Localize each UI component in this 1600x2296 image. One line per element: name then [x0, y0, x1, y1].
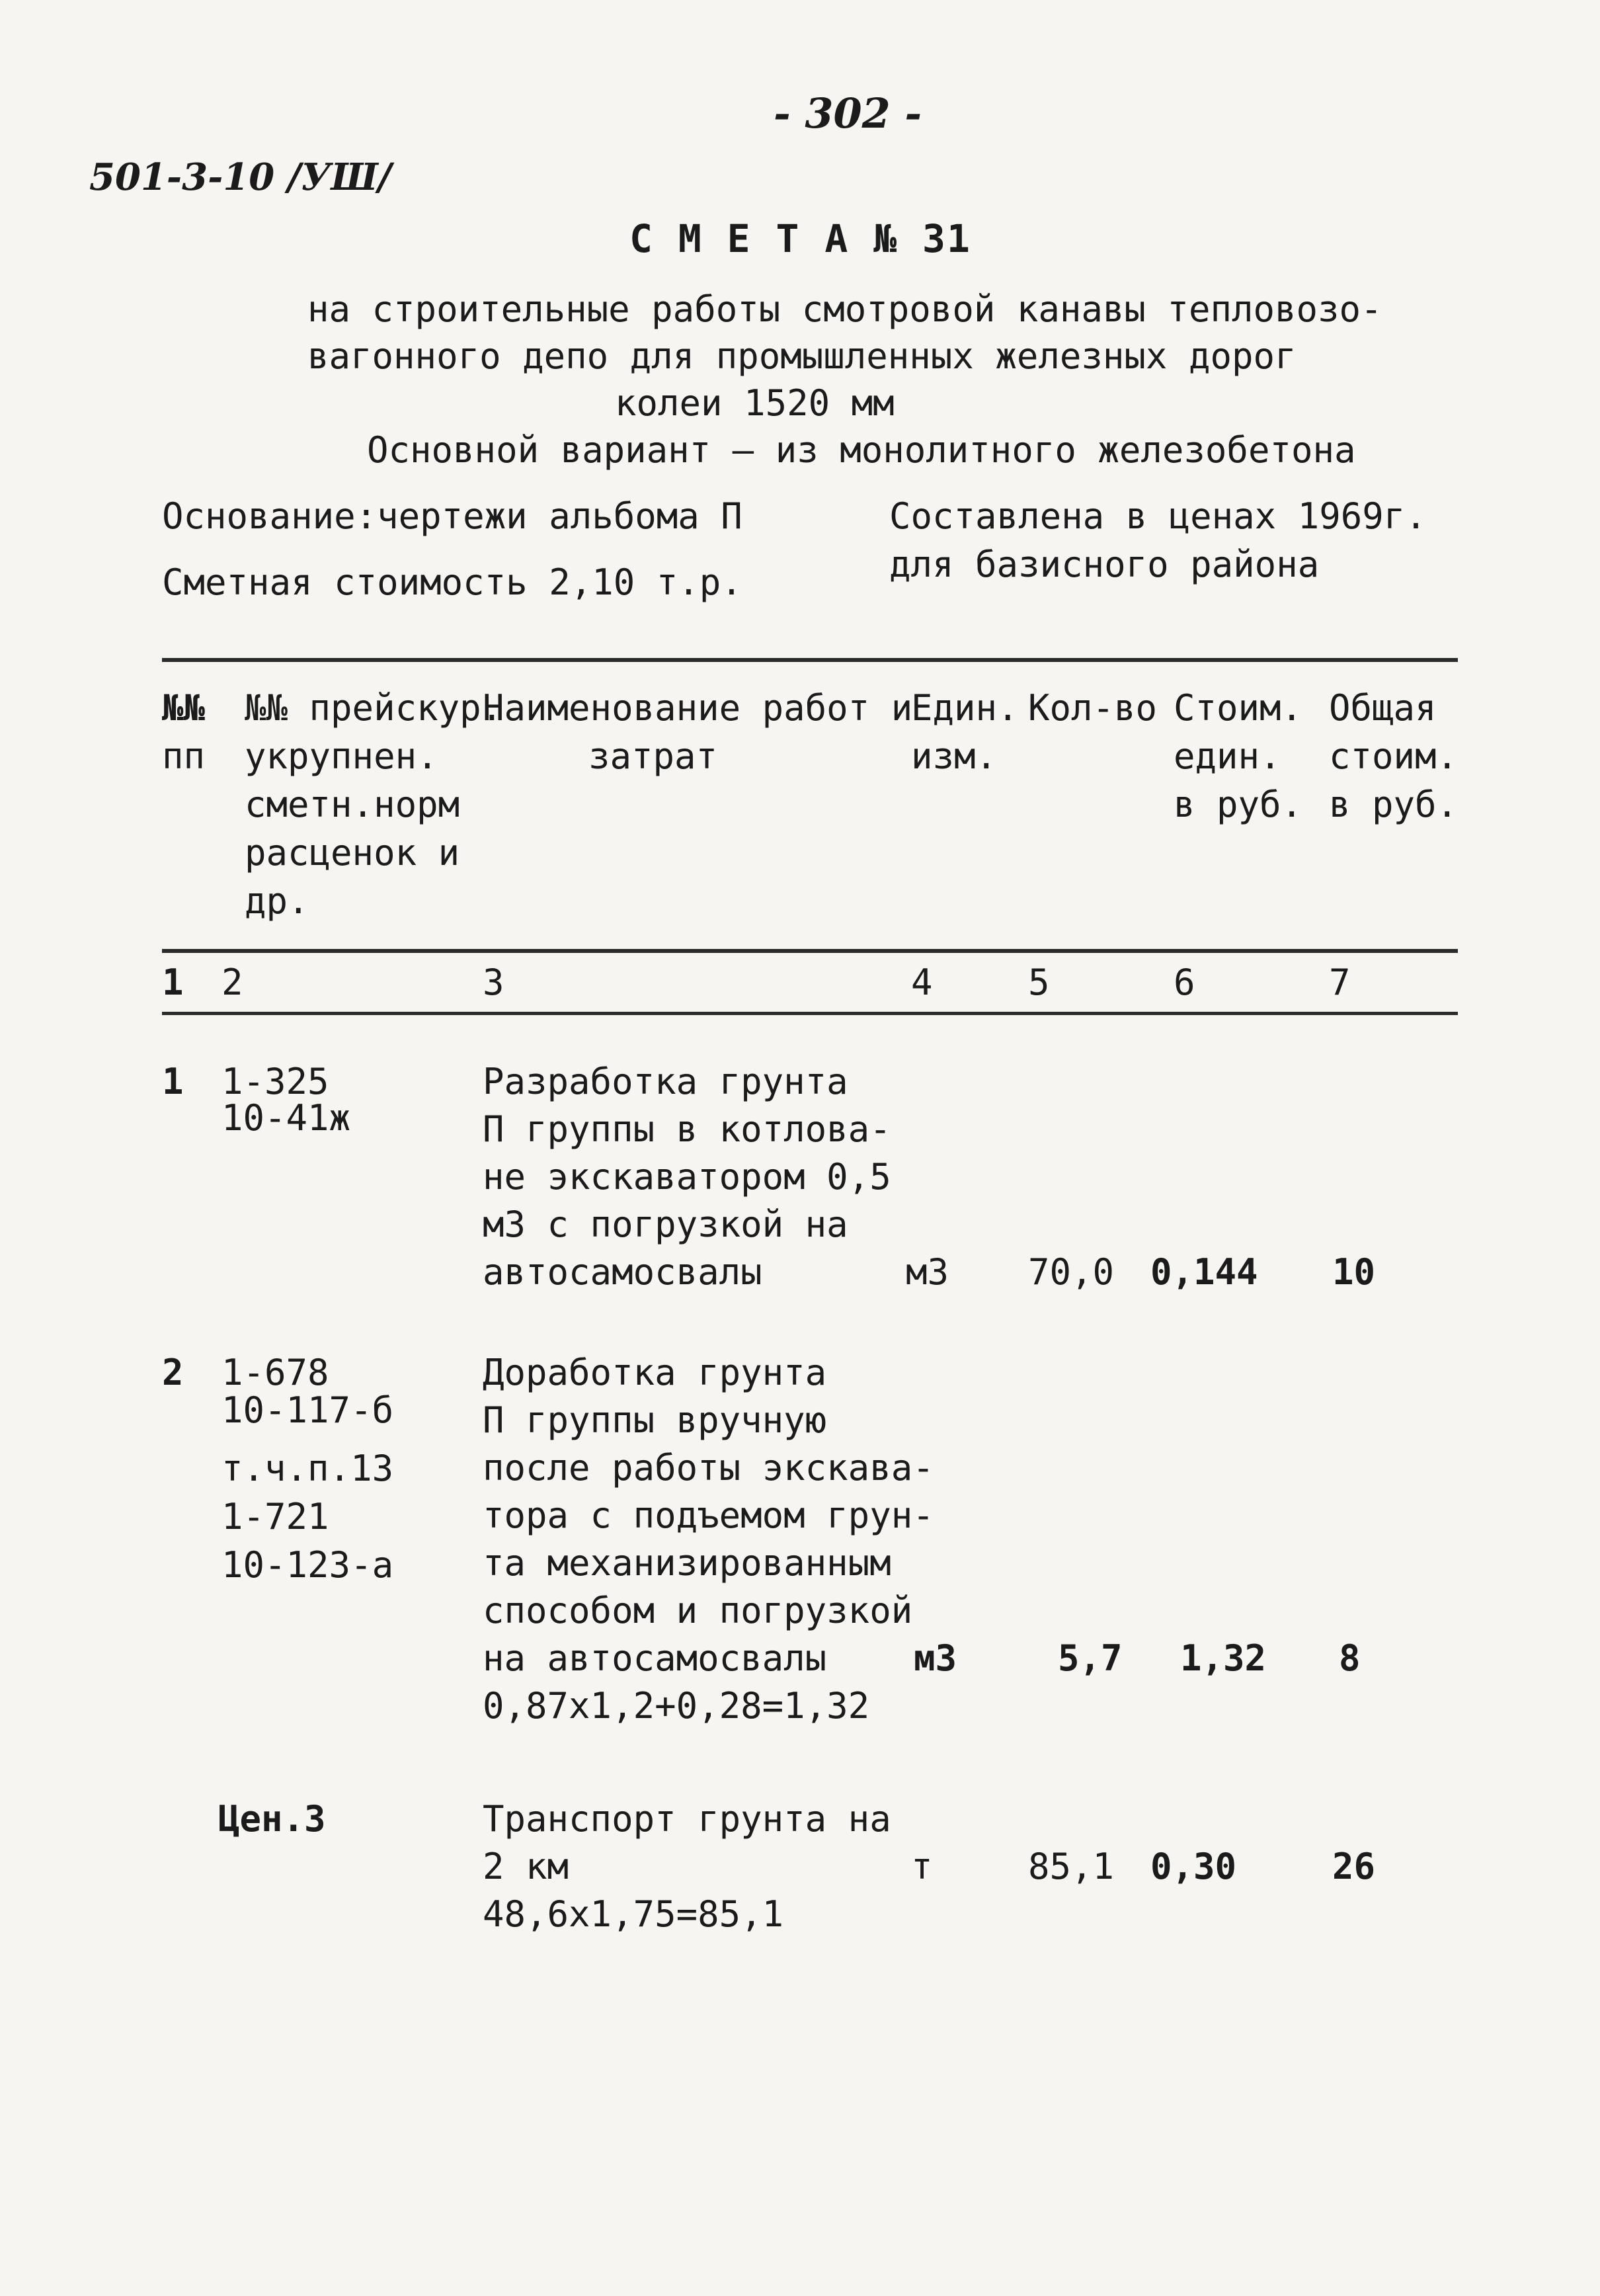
row1-total: 10 — [1332, 1251, 1376, 1293]
row2-name-line8: 0,87х1,2+0,28=1,32 — [483, 1685, 870, 1727]
column-number-3: 3 — [483, 962, 504, 1003]
header-col3-line2: затрат — [588, 735, 718, 777]
header-col7-line2: стоим. — [1329, 735, 1459, 777]
row1-code-2: 10-41ж — [221, 1097, 351, 1139]
document-title: С М Е Т А № 31 — [629, 216, 971, 261]
row3-name-line3: 48,6х1,75=85,1 — [483, 1893, 784, 1935]
header-col4-line1: Един. — [911, 687, 1019, 729]
row2-name-line5: та механизированным — [483, 1542, 891, 1584]
composed-text: Составлена в ценах 1969г. — [889, 495, 1427, 537]
row2-code-5: 10-123-а — [221, 1544, 394, 1586]
header-col2-line1: №№ прейскур. — [245, 687, 503, 729]
document-code: 501-3-10 /УШ/ — [89, 155, 392, 199]
row3-name-line2: 2 км — [483, 1846, 569, 1887]
column-number-2: 2 — [221, 962, 243, 1003]
page-number: - 302 - — [774, 89, 922, 138]
row1-code-1: 1-325 — [221, 1061, 329, 1102]
header-col1-line1: №№ — [162, 687, 206, 729]
subtitle-line-4: Основной вариант – из монолитного железобетона — [367, 429, 1356, 471]
header-bottom-rule — [162, 949, 1458, 953]
row2-name-line2: П группы вручную — [483, 1399, 827, 1441]
row2-code-2: 10-117-б — [221, 1389, 394, 1431]
row2-code-3: т.ч.п.13 — [221, 1448, 394, 1489]
header-col4-line2: изм. — [911, 735, 998, 777]
column-number-5: 5 — [1028, 962, 1050, 1003]
subtitle-line-3: колеи 1520 мм — [615, 382, 895, 424]
row3-code-1: Цен.3 — [218, 1798, 326, 1840]
header-col7-line3: в руб. — [1329, 784, 1459, 825]
header-col2-line4: расценок и — [245, 832, 460, 874]
row3-total: 26 — [1332, 1846, 1376, 1887]
header-col5-line1: Кол-во — [1028, 687, 1158, 729]
table-top-rule — [162, 658, 1458, 662]
row1-unit: м3 — [906, 1251, 949, 1293]
row3-name-line1: Транспорт грунта на — [483, 1798, 891, 1840]
row2-name-line4: тора с подъемом грун- — [483, 1495, 934, 1536]
row2-qty: 5,7 — [1058, 1637, 1123, 1679]
basis-text: Основание:чертежи альбома П — [162, 495, 742, 537]
row3-unit: т — [911, 1846, 933, 1887]
row1-qty: 70,0 — [1028, 1251, 1115, 1293]
row3-qty: 85,1 — [1028, 1846, 1115, 1887]
row2-name-line6: способом и погрузкой — [483, 1590, 913, 1631]
column-number-4: 4 — [911, 962, 933, 1003]
column-number-7: 7 — [1329, 962, 1351, 1003]
header-col2-line5: др. — [245, 880, 309, 922]
row2-code-4: 1-721 — [221, 1496, 329, 1538]
header-col6-line3: в руб. — [1174, 784, 1303, 825]
header-col6-line2: един. — [1174, 735, 1281, 777]
row1-price: 0,144 — [1150, 1251, 1258, 1293]
row2-number: 2 — [162, 1352, 184, 1393]
row2-code-1: 1-678 — [221, 1352, 329, 1393]
row2-name-line3: после работы экскава- — [483, 1447, 934, 1489]
header-col1-line2: пп — [162, 735, 206, 777]
subtitle-line-2: вагонного депо для промышленных железных дорог — [307, 335, 1297, 377]
subtitle-line-1: на строительные работы смотровой канавы тепловозо- — [307, 288, 1382, 330]
estimated-cost-text: Сметная стоимость 2,10 т.р. — [162, 561, 742, 603]
row2-unit: м3 — [914, 1637, 957, 1679]
column-number-1: 1 — [162, 962, 184, 1003]
header-col6-line1: Стоим. — [1174, 687, 1303, 729]
column-numbers-bottom-rule — [162, 1012, 1458, 1015]
row1-name-line4: м3 с погрузкой на — [483, 1204, 848, 1245]
row1-name-line1: Разработка грунта — [483, 1061, 848, 1102]
row1-name-line2: П группы в котлова- — [483, 1108, 891, 1150]
row2-total: 8 — [1339, 1637, 1361, 1679]
header-col2-line2: укрупнен. — [245, 735, 438, 777]
row2-name-line1: Доработка грунта — [483, 1352, 827, 1393]
region-text: для базисного района — [889, 544, 1320, 585]
column-number-6: 6 — [1174, 962, 1195, 1003]
header-col7-line1: Общая — [1329, 687, 1437, 729]
header-col3-line1: Наименование работ и — [483, 687, 913, 729]
row2-price: 1,32 — [1180, 1637, 1267, 1679]
row1-name-line5: автосамосвалы — [483, 1251, 762, 1293]
row1-number: 1 — [162, 1061, 184, 1102]
row2-name-line7: на автосамосвалы — [483, 1637, 827, 1679]
row3-price: 0,30 — [1150, 1846, 1237, 1887]
row1-name-line3: не экскаватором 0,5 — [483, 1156, 891, 1198]
header-col2-line3: сметн.норм — [245, 784, 460, 825]
